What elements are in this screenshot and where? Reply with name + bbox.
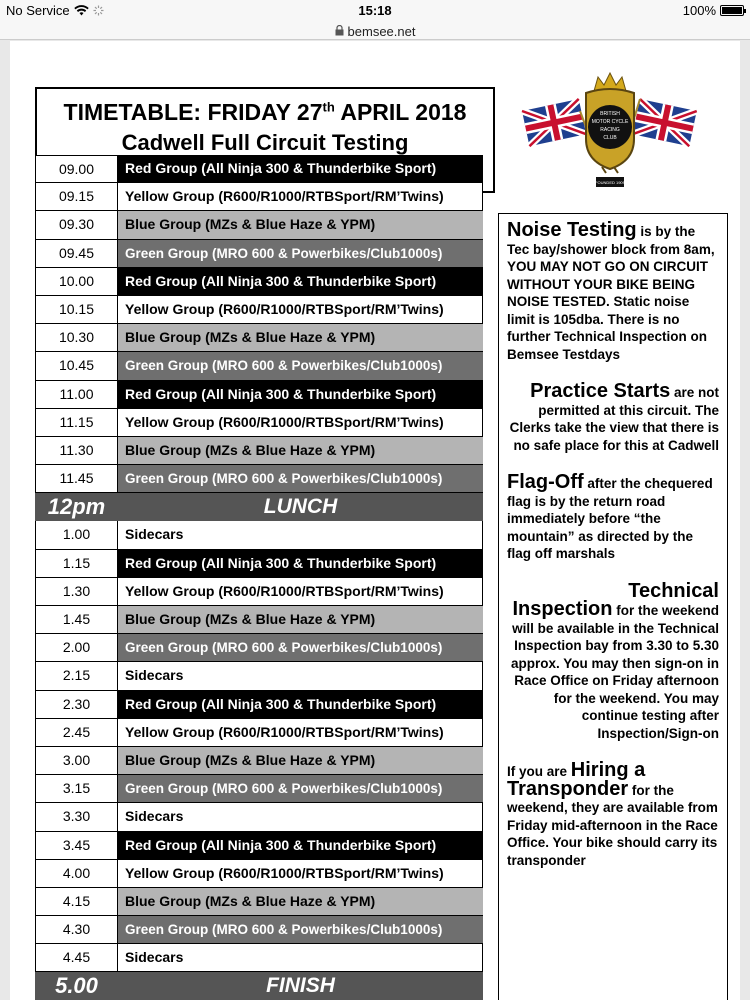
union-flag-right-icon (633, 99, 697, 146)
session-time: 1.45 (35, 606, 118, 634)
session-time: 2.30 (35, 691, 118, 719)
noise-testing-body: is by the Tec bay/shower block from 8am, YOU MAY NOT GO ON CIRCUIT WITHOUT YOUR BIKE BEING NOISE TESTED. Static noise limit is 105dba. There is no further Technical Inspection on Bemsee Testdays (507, 224, 715, 362)
session-time: 3.00 (35, 747, 118, 775)
noise-testing-note (507, 219, 719, 363)
hiring-transponder-note (507, 759, 719, 869)
practice-starts-body: are not permitted at this circuit. The Clerks take the view that there is no safe place for this at Cadwell (509, 385, 719, 453)
info-panel (498, 213, 728, 1000)
timetable-row (35, 240, 483, 268)
session-time: 11.30 (35, 437, 118, 465)
timetable-row (35, 352, 483, 380)
timetable-row (35, 409, 483, 437)
timetable-row (35, 691, 483, 719)
session-group: Red Group (All Ninja 300 & Thunderbike Sport) (118, 691, 483, 719)
session-group: Yellow Group (R600/R1000/RTBSport/RM’Twins) (118, 860, 483, 888)
timetable-row (35, 437, 483, 465)
session-group: Blue Group (MZs & Blue Haze & YPM) (118, 888, 483, 916)
session-time: 4.45 (35, 944, 118, 972)
address-bar[interactable] (0, 20, 750, 40)
logo-founded: FOUNDED 1909 (595, 180, 625, 185)
session-time: 1.00 (35, 521, 118, 549)
technical-inspection-heading-2: Inspection (512, 598, 613, 620)
session-time: 4.30 (35, 916, 118, 944)
session-group: Blue Group (MZs & Blue Haze & YPM) (118, 437, 483, 465)
session-group: Green Group (MRO 600 & Powerbikes/Club1000s) (118, 352, 483, 380)
timetable-row (35, 803, 483, 831)
timetable-banner-row (35, 493, 483, 521)
session-group: Green Group (MRO 600 & Powerbikes/Club1000s) (118, 240, 483, 268)
logo-text-3: RACING (600, 127, 620, 133)
session-time: 2.45 (35, 719, 118, 747)
session-time: 10.45 (35, 352, 118, 380)
session-time: 2.15 (35, 662, 118, 690)
logo-text-2: MOTOR CYCLE (591, 119, 629, 125)
session-time: 10.15 (35, 296, 118, 324)
carrier-label: No Service (6, 3, 70, 18)
status-right (683, 3, 744, 18)
session-time: 09.15 (35, 183, 118, 211)
page-subtitle: Cadwell Full Circuit Testing (121, 130, 409, 155)
battery-percent: 100% (682, 3, 716, 18)
battery-icon (720, 5, 744, 16)
session-time: 3.30 (35, 803, 118, 831)
timetable-row (35, 634, 483, 662)
timetable (35, 155, 483, 1000)
timetable-row (35, 465, 483, 493)
session-group: Green Group (MRO 600 & Powerbikes/Club1000s) (118, 916, 483, 944)
session-time: 10.00 (35, 268, 118, 296)
flag-off-heading: Flag-Off (507, 471, 584, 493)
session-time: 3.45 (35, 832, 118, 860)
session-group: Blue Group (MZs & Blue Haze & YPM) (118, 606, 483, 634)
hiring-body: for the weekend, they are available from Friday mid-afternoon in the Race Office. Your bike should carry its transponder (507, 782, 718, 868)
session-group: Red Group (All Ninja 300 & Thunderbike Sport) (118, 550, 483, 578)
session-time: 11.00 (35, 381, 118, 409)
session-group: Red Group (All Ninja 300 & Thunderbike Sport) (118, 832, 483, 860)
session-time: 4.00 (35, 860, 118, 888)
session-time: 12pm (35, 493, 118, 521)
session-time: 11.15 (35, 409, 118, 437)
session-group: Yellow Group (R600/R1000/RTBSport/RM’Twins) (118, 719, 483, 747)
timetable-row (35, 268, 483, 296)
session-group: Green Group (MRO 600 & Powerbikes/Club1000s) (118, 634, 483, 662)
session-group: Sidecars (118, 803, 483, 831)
session-group: Blue Group (MZs & Blue Haze & YPM) (118, 747, 483, 775)
hiring-heading-1: Hiring a (570, 759, 646, 781)
technical-inspection-heading-1: Technical (628, 579, 719, 602)
session-time: 5.00 (35, 972, 118, 1000)
session-group: Red Group (All Ninja 300 & Thunderbike Sport) (118, 155, 483, 183)
session-group: LUNCH (118, 493, 483, 521)
flag-off-body: after the chequered flag is by the return road immediately before “the mountain” as directed by the flag off marshals (507, 476, 713, 561)
practice-starts-heading: Practice Starts (530, 380, 671, 402)
timetable-row (35, 747, 483, 775)
technical-inspection-body: for the weekend will be available in the Technical Inspection bay from 3.30 to 5.30 approx. You may then sign-on in Race Office on Friday afternoon for the weekend. You may continue testing after Inspection/Sign-on (510, 603, 719, 741)
timetable-row (35, 606, 483, 634)
timetable-row (35, 719, 483, 747)
flag-off-note (507, 471, 719, 563)
timetable-row (35, 155, 483, 183)
practice-starts-note (507, 380, 719, 454)
url-text[interactable]: bemsee.net (347, 24, 416, 39)
session-group: Green Group (MRO 600 & Powerbikes/Club1000s) (118, 775, 483, 803)
timetable-row (35, 888, 483, 916)
timetable-row (35, 324, 483, 352)
session-group: Red Group (All Ninja 300 & Thunderbike Sport) (118, 268, 483, 296)
session-group: Yellow Group (R600/R1000/RTBSport/RM’Twins) (118, 409, 483, 437)
timetable-row (35, 550, 483, 578)
timetable-row (35, 296, 483, 324)
session-time: 11.45 (35, 465, 118, 493)
page-title (37, 99, 493, 126)
club-logo (520, 69, 700, 199)
timetable-row (35, 832, 483, 860)
timetable-row (35, 183, 483, 211)
session-time: 3.15 (35, 775, 118, 803)
title-ordinal: th (322, 99, 335, 115)
timetable-row (35, 916, 483, 944)
session-time: 09.30 (35, 211, 118, 239)
timetable-row (35, 381, 483, 409)
logo-text-1: BRITISH (600, 111, 620, 117)
session-group: Yellow Group (R600/R1000/RTBSport/RM’Twins) (118, 296, 483, 324)
lock-icon (335, 25, 344, 36)
session-time: 1.15 (35, 550, 118, 578)
document-page (10, 41, 740, 1000)
title-month: APRIL 2018 (334, 99, 467, 125)
session-group: Sidecars (118, 662, 483, 690)
session-group: Blue Group (MZs & Blue Haze & YPM) (118, 324, 483, 352)
timetable-row (35, 211, 483, 239)
title-date: TIMETABLE: FRIDAY 27 (63, 99, 323, 125)
timetable-banner-row (35, 972, 483, 1000)
session-time: 09.45 (35, 240, 118, 268)
session-group: Blue Group (MZs & Blue Haze & YPM) (118, 211, 483, 239)
session-group: Red Group (All Ninja 300 & Thunderbike Sport) (118, 381, 483, 409)
hiring-prefix: If you are (507, 764, 571, 779)
noise-testing-heading: Noise Testing (507, 219, 637, 241)
session-group: Green Group (MRO 600 & Powerbikes/Club1000s) (118, 465, 483, 493)
session-group: Sidecars (118, 521, 483, 549)
session-time: 09.00 (35, 155, 118, 183)
timetable-row (35, 662, 483, 690)
session-group: Yellow Group (R600/R1000/RTBSport/RM’Twins) (118, 578, 483, 606)
status-bar (0, 0, 750, 20)
timetable-row (35, 775, 483, 803)
clock: 15:18 (358, 3, 392, 18)
session-time: 1.30 (35, 578, 118, 606)
session-time: 10.30 (35, 324, 118, 352)
union-flag-left-icon (522, 99, 586, 146)
hiring-heading-2: Transponder (507, 777, 629, 800)
timetable-row (35, 578, 483, 606)
session-group: FINISH (118, 972, 483, 1000)
session-time: 4.15 (35, 888, 118, 916)
timetable-row (35, 860, 483, 888)
timetable-row (35, 944, 483, 972)
technical-inspection-note (507, 579, 719, 743)
session-group: Yellow Group (R600/R1000/RTBSport/RM’Twins) (118, 183, 483, 211)
session-group: Sidecars (118, 944, 483, 972)
logo-text-4: CLUB (603, 135, 617, 141)
timetable-row (35, 521, 483, 549)
session-time: 2.00 (35, 634, 118, 662)
